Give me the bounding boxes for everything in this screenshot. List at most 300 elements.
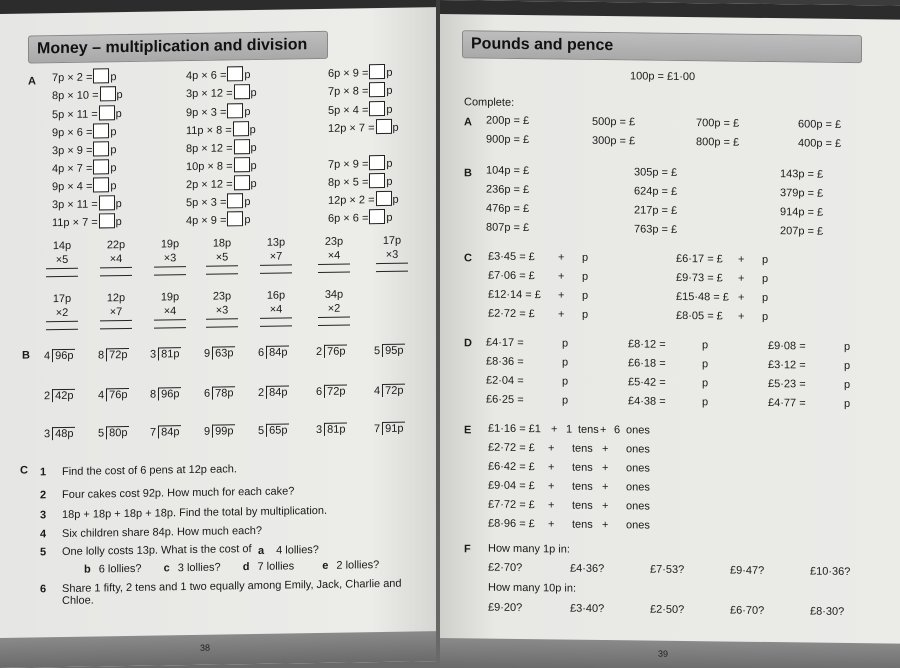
tens-label: tens	[572, 442, 593, 455]
amount-item: £2·70?	[488, 561, 523, 575]
multiplicand: 17p	[52, 292, 72, 306]
pence-unit: p	[562, 356, 569, 369]
equation-text: 6p × 9 =	[328, 67, 369, 80]
split-item: £15·48 = £	[676, 290, 729, 304]
equation-text: 5p × 3 =	[186, 196, 227, 210]
dividend: 91p	[382, 422, 405, 435]
answer-box[interactable]	[99, 105, 115, 120]
multiplicand: 23p	[212, 290, 232, 303]
ones-label: ones	[626, 424, 650, 437]
plus-sign: +	[602, 461, 609, 475]
conversion-item: 300p = £	[592, 134, 636, 148]
division-item	[44, 427, 75, 440]
split-item: £2·72 = £	[488, 307, 535, 321]
section-label-f: F	[464, 543, 471, 556]
equation-text: 12p × 2 =	[328, 194, 375, 207]
multiplication-item	[52, 141, 117, 157]
answer-box[interactable]	[369, 64, 385, 79]
split-item: £3·45 = £	[488, 250, 535, 264]
dividend: 76p	[106, 388, 129, 401]
multiplier: ×5	[206, 250, 238, 267]
equation-text: 10p × 8 =	[186, 160, 233, 174]
answer-line	[318, 318, 350, 327]
split-item: £12·14 = £	[488, 288, 541, 302]
answer-box[interactable]	[93, 177, 109, 192]
divisor: 2	[316, 345, 323, 359]
pence-unit: p	[702, 396, 709, 409]
plus-sign: +	[738, 272, 745, 285]
divisor: 7	[374, 423, 381, 436]
instruction-complete: Complete:	[464, 96, 515, 109]
multiplication-item	[328, 101, 393, 117]
conversion-item: 624p = £	[634, 185, 678, 198]
ones-label: ones	[626, 481, 650, 494]
to-pence-item: £6·18 =	[628, 357, 666, 370]
multiplication-item	[186, 211, 251, 227]
dividend: 72p	[324, 385, 347, 398]
division-item	[150, 387, 181, 400]
answer-box[interactable]	[227, 211, 243, 226]
multiplication-item	[186, 121, 256, 137]
amount-item: £4·36?	[570, 562, 605, 576]
page-number: 38	[200, 642, 211, 653]
multiplicand: 18p	[212, 237, 232, 250]
plus-sign: +	[738, 291, 745, 304]
question-number: 1	[40, 466, 47, 479]
part-label: a	[258, 544, 265, 557]
pence-unit: p	[582, 308, 589, 321]
question-6-number: 6	[40, 583, 47, 596]
dividend: 96p	[158, 387, 181, 400]
vertical-multiplication	[46, 292, 78, 331]
multiplication-item	[186, 103, 251, 119]
multiplication-item	[186, 66, 251, 82]
multiplication-item	[186, 175, 257, 191]
unit-label: p	[249, 123, 256, 137]
multiplication-item	[328, 209, 393, 225]
equation-text: 12p × 7 =	[328, 122, 375, 135]
plus-sign: +	[548, 499, 555, 512]
multiplication-item	[186, 139, 257, 155]
unit-label: p	[386, 157, 393, 170]
unit-label: p	[110, 71, 117, 84]
answer-box[interactable]	[93, 141, 109, 156]
answer-box[interactable]	[99, 195, 115, 210]
section-label-b: B	[22, 349, 30, 362]
to-pence-item: £9·08 =	[768, 340, 806, 353]
multiplier: ×4	[260, 302, 292, 319]
plus-sign: +	[602, 518, 609, 532]
answer-box[interactable]	[369, 209, 385, 224]
amount-item: £2·50?	[650, 603, 685, 616]
division-item	[258, 423, 289, 436]
conversion-item: 500p = £	[592, 115, 636, 129]
part-label: e	[322, 559, 329, 572]
equation-text: 7p × 9 =	[328, 158, 369, 171]
answer-box[interactable]	[369, 82, 385, 97]
unit-label: p	[386, 211, 393, 224]
multiplication-item	[52, 105, 122, 121]
answer-box[interactable]	[227, 66, 243, 81]
answer-line	[260, 265, 292, 274]
vertical-multiplication	[100, 291, 132, 330]
answer-box[interactable]	[234, 175, 250, 190]
multiplicand: 13p	[266, 236, 286, 249]
pence-unit: p	[844, 397, 851, 411]
answer-line	[318, 265, 350, 274]
equation-text: 6p × 6 =	[328, 212, 369, 225]
multiplication-item	[328, 119, 399, 135]
left-page	[0, 0, 436, 668]
multiplicand: 12p	[106, 292, 126, 305]
answer-line	[154, 320, 186, 329]
pence-unit: p	[844, 378, 851, 392]
division-item	[204, 346, 235, 359]
conversion-item: 236p = £	[486, 183, 530, 197]
tens-value: 1	[566, 423, 573, 436]
to-pence-item: £2·04 =	[486, 374, 524, 388]
dividend: 76p	[324, 345, 347, 358]
answer-line	[46, 322, 78, 331]
section-label-a: A	[464, 116, 472, 129]
answer-box[interactable]	[369, 101, 385, 116]
multiplier: ×5	[46, 253, 78, 270]
answer-box[interactable]	[234, 157, 250, 172]
tens-label: tens	[572, 518, 593, 531]
amount-item: £8·30?	[810, 605, 845, 618]
to-pence-item: £3·12 =	[768, 359, 806, 372]
place-value-item: £6·42 = £	[488, 460, 535, 474]
tens-label: tens	[572, 480, 593, 493]
conversion-item: 379p = £	[780, 187, 824, 200]
conversion-item: 600p = £	[798, 118, 842, 131]
pence-unit: p	[762, 253, 769, 267]
answer-box[interactable]	[376, 191, 392, 206]
pence-unit: p	[582, 289, 589, 302]
part-text: 3 lollies?	[177, 561, 221, 575]
dividend: 81p	[324, 423, 347, 436]
dividend: 99p	[212, 424, 235, 437]
part-text: 6 lollies?	[98, 562, 142, 576]
answer-line	[154, 267, 186, 276]
split-item: £8·05 = £	[676, 309, 723, 323]
multiplier: ×2	[46, 306, 78, 323]
multiplication-item	[52, 159, 117, 175]
multiplicand: 17p	[382, 234, 402, 247]
multiplier: ×3	[154, 251, 186, 268]
question-text: One lolly costs 13p. What is the cost of	[62, 543, 252, 559]
answer-box[interactable]	[227, 193, 243, 208]
question-text: Find the cost of 6 pens at 12p each.	[62, 463, 237, 479]
vertical-multiplication	[206, 236, 238, 275]
pence-unit: p	[762, 272, 769, 286]
amount-item: £6·70?	[730, 604, 765, 617]
division-item	[374, 344, 405, 357]
section-label-c: C	[20, 464, 28, 477]
unit-label: p	[115, 108, 122, 121]
division-item	[204, 386, 235, 399]
unit-label: p	[110, 162, 117, 175]
divisor: 6	[204, 387, 211, 400]
plus-sign: +	[558, 270, 565, 283]
conversion-item: 217p = £	[634, 204, 678, 217]
split-item: £6·17 = £	[676, 252, 723, 266]
to-pence-item: £4·17 =	[486, 336, 524, 350]
multiplier: ×7	[260, 249, 292, 266]
dividend: 78p	[212, 386, 235, 399]
unit-label: p	[386, 175, 393, 188]
multiplication-item	[186, 157, 257, 173]
question-5-parts-line1	[84, 559, 379, 576]
divisor: 5	[258, 424, 265, 437]
dividend: 84p	[158, 425, 181, 438]
to-pence-item: £4·77 =	[768, 397, 806, 410]
divisor: 4	[98, 389, 105, 402]
answer-box[interactable]	[376, 119, 392, 134]
divisor: 5	[98, 427, 105, 440]
divisor: 6	[258, 346, 265, 359]
multiplicand: 34p	[324, 288, 344, 301]
amount-item: £7·53?	[650, 563, 685, 576]
multiplication-item	[328, 173, 393, 189]
place-value-item: £9·04 = £	[488, 479, 535, 493]
unit-label: p	[115, 216, 122, 229]
equation-text: 11p × 8 =	[186, 124, 232, 138]
dividend: 72p	[106, 348, 129, 361]
split-item: £9·73 = £	[676, 271, 723, 285]
tens-label: tens	[572, 499, 593, 512]
question-text: Four cakes cost 92p. How much for each cake?	[62, 485, 295, 502]
ones-value: 6	[614, 424, 621, 437]
answer-box[interactable]	[369, 155, 385, 170]
pence-unit: p	[562, 394, 569, 407]
division-item	[98, 426, 129, 439]
amount-item: £9·47?	[730, 564, 765, 577]
multiplication-item	[328, 191, 399, 207]
pence-unit: p	[844, 359, 851, 373]
dividend: 63p	[212, 346, 235, 359]
plus-sign: +	[602, 499, 609, 513]
answer-line	[206, 266, 238, 275]
answer-box[interactable]	[234, 139, 250, 154]
ones-label: ones	[626, 519, 650, 532]
to-pence-item: £8·12 =	[628, 338, 666, 351]
conversion-item: 476p = £	[486, 202, 530, 216]
equation-text: 8p × 10 =	[52, 89, 99, 103]
conversion-item: 104p = £	[486, 164, 530, 178]
answer-box[interactable]	[93, 159, 109, 174]
divisor: 8	[150, 388, 157, 401]
answer-box[interactable]	[99, 213, 115, 228]
tens-label: tens	[578, 423, 599, 436]
vertical-multiplication	[318, 288, 350, 327]
conversion-item: 763p = £	[634, 223, 678, 236]
multiplier: ×2	[318, 302, 350, 319]
equation-text: 3p × 9 =	[52, 144, 93, 158]
conversion-item: 400p = £	[798, 137, 842, 150]
vertical-multiplication	[100, 238, 132, 277]
answer-box[interactable]	[369, 173, 385, 188]
vertical-multiplication	[154, 290, 186, 329]
dividend: 84p	[266, 385, 289, 398]
answer-line	[46, 269, 78, 278]
multiplier: ×4	[318, 249, 350, 266]
plus-sign: +	[602, 480, 609, 494]
unit-label: p	[392, 193, 399, 206]
answer-line	[376, 264, 408, 273]
question-6-text-cont: Chloe.	[62, 594, 94, 608]
unit-label: p	[110, 180, 117, 193]
answer-box[interactable]	[100, 86, 116, 101]
pence-unit: p	[582, 251, 589, 264]
amount-item: £3·40?	[570, 602, 605, 616]
vertical-multiplication	[260, 235, 292, 274]
division-item	[316, 345, 347, 358]
unit-label: p	[244, 214, 251, 227]
division-item	[316, 423, 347, 436]
answer-box[interactable]	[227, 103, 243, 118]
multiplier: ×4	[100, 252, 132, 269]
equation-text: 4p × 6 =	[186, 69, 227, 83]
multiplier: ×3	[206, 303, 238, 320]
pence-unit: p	[762, 310, 769, 324]
division-item	[98, 388, 129, 401]
multiplication-item	[328, 82, 393, 98]
plus-sign: +	[548, 442, 555, 455]
section-label-c: C	[464, 252, 472, 265]
divisor: 9	[204, 425, 211, 438]
divisor: 3	[44, 428, 51, 441]
division-item	[258, 345, 289, 358]
place-value-item: £2·72 = £	[488, 441, 535, 455]
conversion-item: 143p = £	[780, 168, 824, 181]
equation-text: 9p × 4 =	[52, 180, 93, 194]
question-6-text: Share 1 fifty, 2 tens and 1 two equally among Emily, Jack, Charlie and	[62, 577, 402, 596]
place-value-item: £8·96 = £	[488, 517, 535, 531]
plus-sign: +	[548, 480, 555, 493]
pence-unit: p	[702, 358, 709, 371]
multiplicand: 16p	[266, 289, 286, 302]
to-pence-item: £5·42 =	[628, 376, 666, 389]
answer-box[interactable]	[93, 68, 109, 83]
divisor: 2	[44, 390, 51, 403]
plus-sign: +	[558, 251, 565, 264]
divisor: 5	[374, 345, 381, 358]
multiplication-item	[186, 193, 251, 209]
division-item	[44, 349, 75, 362]
split-item: £7·06 = £	[488, 269, 535, 283]
plus-sign: +	[548, 461, 555, 474]
pence-unit: p	[702, 339, 709, 352]
unit-label: p	[244, 69, 251, 82]
division-item	[98, 348, 129, 361]
part-label: d	[242, 561, 250, 574]
plus-sign: +	[602, 442, 609, 456]
dividend: 84p	[266, 345, 289, 358]
question-text: 18p + 18p + 18p + 18p. Find the total by multiplication.	[62, 504, 328, 522]
dividend: 72p	[382, 384, 405, 397]
divisor: 6	[316, 385, 323, 399]
plus-sign: +	[551, 423, 558, 436]
answer-line	[206, 319, 238, 328]
answer-box[interactable]	[233, 121, 249, 136]
section-label-b: B	[464, 167, 472, 180]
multiplication-item	[328, 155, 393, 171]
division-item	[150, 347, 181, 360]
unit-label: p	[244, 106, 251, 119]
unit-label: p	[392, 121, 399, 134]
plus-sign: +	[600, 423, 607, 437]
answer-box[interactable]	[234, 84, 250, 99]
conversion-item: 200p = £	[486, 114, 530, 128]
ones-label: ones	[626, 500, 650, 513]
equation-text: 4p × 9 =	[186, 214, 227, 228]
plus-sign: +	[548, 518, 555, 531]
part-text: 7 lollies	[257, 560, 295, 573]
ones-label: ones	[626, 462, 650, 475]
dividend: 96p	[52, 349, 75, 362]
vertical-multiplication	[318, 235, 350, 274]
divisor: 3	[316, 423, 323, 437]
division-item	[374, 384, 405, 397]
unit-label: p	[386, 66, 393, 79]
pence-unit: p	[762, 291, 769, 305]
pence-unit: p	[562, 375, 569, 388]
divisor: 9	[204, 347, 211, 360]
part-label: b	[84, 563, 91, 576]
multiplication-item	[328, 64, 393, 80]
multiplication-item	[52, 195, 122, 211]
answer-box[interactable]	[93, 123, 109, 138]
pence-unit: p	[702, 377, 709, 390]
page-title: Pounds and pence	[462, 30, 862, 63]
multiplication-item	[52, 123, 117, 139]
plus-sign: +	[558, 289, 565, 302]
equation-text: 9p × 3 =	[186, 106, 227, 120]
conversion-fact: 100p = £1·00	[630, 70, 696, 84]
multiplication-item	[186, 84, 257, 100]
vertical-multiplication	[206, 289, 238, 328]
page-top-shadow	[0, 0, 436, 14]
to-pence-item: £8·36 =	[486, 355, 524, 369]
equation-text: 3p × 11 =	[52, 198, 98, 212]
answer-line	[100, 321, 132, 330]
multiplication-item	[52, 86, 123, 102]
amount-item: £9·20?	[488, 601, 523, 615]
question-text: How many 10p in:	[488, 581, 577, 595]
pence-unit: p	[562, 337, 569, 350]
pence-unit: p	[844, 340, 851, 354]
unit-label: p	[250, 86, 257, 100]
unit-label: p	[115, 198, 122, 211]
page-footer-band	[440, 638, 900, 668]
question-number: 3	[40, 509, 47, 522]
right-page	[440, 0, 900, 668]
dividend: 48p	[52, 427, 75, 440]
conversion-item: 914p = £	[780, 206, 824, 219]
part-text: 2 lollies?	[336, 559, 380, 572]
question-text: Six children share 84p. How much each?	[62, 524, 262, 541]
equation-text: 2p × 12 =	[186, 178, 233, 192]
unit-label: p	[250, 141, 257, 155]
vertical-multiplication	[154, 237, 186, 276]
multiplicand: 19p	[160, 238, 180, 251]
vertical-multiplication	[46, 239, 78, 278]
division-item	[150, 425, 181, 438]
to-pence-item: £4·38 =	[628, 395, 666, 408]
section-label-a: A	[28, 75, 36, 88]
page-number: 39	[658, 648, 669, 659]
